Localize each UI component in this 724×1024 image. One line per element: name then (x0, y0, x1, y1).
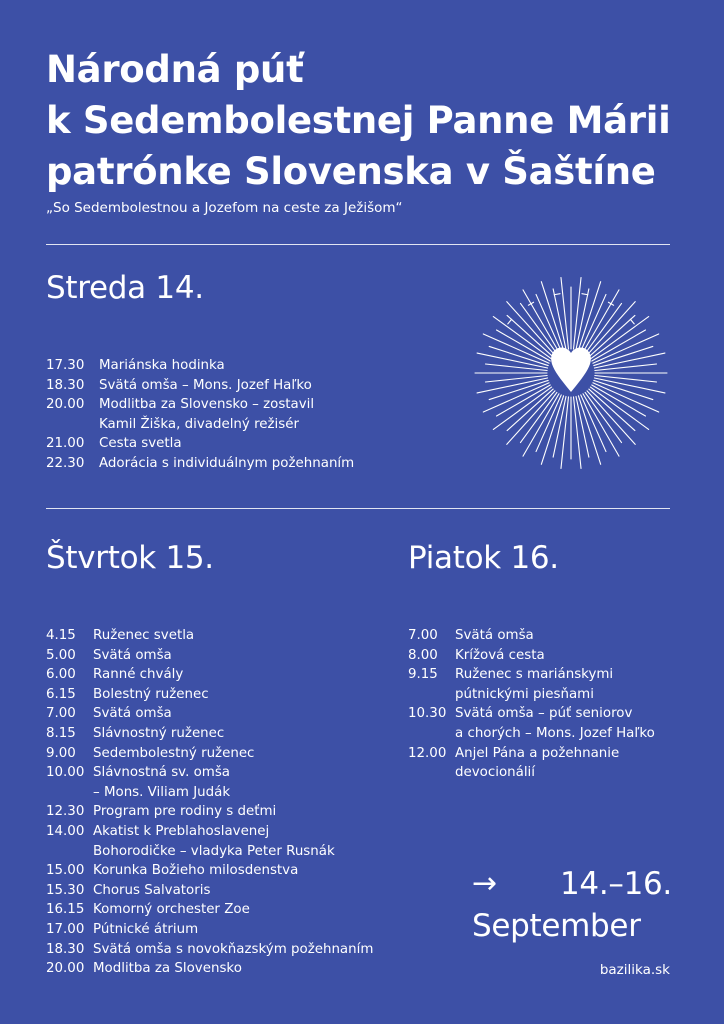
event-time: 8.15 (46, 725, 76, 741)
schedule-item (46, 434, 354, 454)
arrow-right-icon: → (472, 866, 498, 901)
schedule-item (46, 959, 373, 979)
schedule-item (46, 356, 354, 376)
date-range: 14.–16. (559, 866, 672, 902)
schedule-item (46, 626, 373, 646)
event-line: Bolestný ruženec (93, 686, 209, 702)
event-description (93, 900, 250, 920)
event-line: – Mons. Viliam Judák (93, 784, 231, 800)
event-time: 6.15 (46, 686, 76, 702)
event-time: 18.30 (46, 941, 85, 957)
event-line: Akatist k Preblahoslavenej (93, 823, 270, 839)
event-description (93, 861, 298, 881)
event-time: 22.30 (46, 455, 85, 471)
event-description (455, 646, 545, 666)
event-line: Svätá omša – púť seniorov (455, 706, 633, 722)
event-time: 10.30 (408, 706, 447, 722)
website-link[interactable]: bazilika.sk (599, 962, 670, 978)
event-line: Svätá omša (93, 647, 172, 663)
event-description (93, 802, 276, 822)
event-time: 8.00 (408, 647, 438, 663)
event-line: Komorný orchester Zoe (93, 902, 250, 918)
day-heading-streda: Streda 14. (46, 270, 204, 306)
schedule-item (46, 454, 354, 474)
event-description (455, 626, 534, 646)
event-line: Chorus Salvatoris (93, 882, 211, 898)
event-description (93, 744, 254, 764)
day-heading-piatok: Piatok 16. (408, 540, 559, 576)
title-line: patrónke Slovenska v Šaštíne (46, 150, 656, 193)
event-description (93, 685, 209, 705)
event-time: 20.00 (46, 961, 85, 977)
schedule-streda (46, 356, 354, 474)
event-line: Krížová cesta (455, 647, 545, 663)
schedule-item (46, 822, 373, 861)
schedule-item (46, 646, 373, 666)
event-line: Slávnostná sv. omša (93, 765, 230, 781)
subtitle: „So Sedembolestnou a Jozefom na ceste za Ježišom“ (46, 200, 403, 216)
event-description (99, 454, 354, 474)
title-line: k Sedembolestnej Panne Márii (46, 99, 671, 142)
event-description (93, 822, 335, 861)
event-description (99, 376, 312, 396)
schedule-item (408, 665, 655, 704)
event-line: Cesta svetla (99, 436, 182, 452)
event-time: 17.30 (46, 358, 85, 373)
schedule-stvrtok (46, 626, 373, 979)
date-block (472, 862, 672, 944)
event-time: 14.00 (46, 823, 85, 839)
event-line: Svätá omša s novokňazským požehnaním (93, 941, 374, 957)
event-line: Svätá omša – Mons. Jozef Haľko (99, 377, 312, 393)
schedule-item (46, 744, 373, 764)
event-line: Adorácia s individuálnym požehnaním (99, 455, 355, 471)
event-description (93, 724, 224, 744)
event-description (93, 763, 230, 802)
event-time: 15.30 (46, 882, 85, 898)
event-line: Ruženec s mariánskymi (455, 667, 614, 683)
schedule-item (46, 881, 373, 901)
event-description (93, 881, 210, 901)
schedule-item (408, 744, 655, 783)
event-line: Ranné chvály (93, 667, 184, 683)
event-time: 7.00 (408, 628, 438, 643)
event-description (99, 395, 314, 434)
schedule-item (46, 940, 373, 960)
event-line: Sedembolestný ruženec (93, 745, 255, 761)
schedule-item (46, 802, 373, 822)
event-description (455, 704, 655, 743)
event-line: Anjel Pána a požehnanie (455, 745, 620, 761)
schedule-item (46, 704, 373, 724)
schedule-item (46, 685, 373, 705)
event-time: 15.00 (46, 863, 85, 879)
event-line: devocionálií (455, 765, 535, 781)
schedule-item (46, 395, 354, 434)
schedule-item (46, 763, 373, 802)
event-line: Korunka Božieho milosdenstva (93, 863, 299, 879)
event-time: 4.15 (46, 628, 76, 643)
event-line: Ruženec svetla (93, 628, 195, 643)
schedule-item (46, 861, 373, 881)
event-description (93, 646, 172, 666)
event-line: a chorých – Mons. Jozef Haľko (455, 725, 655, 741)
event-description (99, 434, 182, 454)
event-line: Pútnické átrium (93, 921, 199, 937)
sunburst-heart-icon (472, 274, 670, 472)
month: September (472, 908, 641, 944)
event-line: Svätá omša (455, 628, 534, 643)
event-time: 16.15 (46, 902, 85, 918)
event-line: Svätá omša (93, 706, 172, 722)
event-time: 5.00 (46, 647, 76, 663)
event-time: 9.15 (408, 667, 438, 683)
schedule-item (46, 376, 354, 396)
day-heading-stvrtok: Štvrtok 15. (46, 540, 214, 576)
event-line: pútnickými piesňami (455, 686, 594, 702)
event-description (93, 959, 242, 979)
event-time: 9.00 (46, 745, 76, 761)
event-time: 12.30 (46, 804, 85, 820)
schedule-item (408, 646, 655, 666)
schedule-item (46, 724, 373, 744)
schedule-item (408, 626, 655, 646)
event-time: 12.00 (408, 745, 447, 761)
schedule-item (46, 665, 373, 685)
page-title (46, 44, 671, 197)
event-time: 17.00 (46, 921, 85, 937)
event-description (99, 356, 225, 376)
event-time: 21.00 (46, 436, 85, 452)
event-description (93, 940, 373, 960)
event-description (455, 744, 619, 783)
event-line: Modlitba za Slovensko (93, 961, 242, 977)
schedule-item (46, 920, 373, 940)
divider-top (46, 244, 670, 245)
event-description (93, 626, 194, 646)
event-time: 10.00 (46, 765, 85, 781)
title-line: Národná púť (46, 48, 304, 91)
event-description (93, 920, 198, 940)
event-line: Program pre rodiny s deťmi (93, 804, 277, 820)
event-line: Modlitba za Slovensko – zostavil (99, 397, 315, 413)
event-line: Mariánska hodinka (99, 358, 225, 373)
event-line: Kamil Žiška, divadelný režisér (99, 416, 299, 432)
event-line: Bohorodičke – vladyka Peter Rusnák (93, 843, 335, 859)
schedule-piatok (408, 626, 655, 783)
event-time: 7.00 (46, 706, 76, 722)
event-description (93, 665, 183, 685)
schedule-item (408, 704, 655, 743)
event-time: 6.00 (46, 667, 76, 683)
event-description (455, 665, 613, 704)
event-line: Slávnostný ruženec (93, 725, 225, 741)
divider-middle (46, 508, 670, 509)
schedule-item (46, 900, 373, 920)
event-description (93, 704, 172, 724)
event-time: 18.30 (46, 377, 85, 393)
event-time: 20.00 (46, 397, 85, 413)
